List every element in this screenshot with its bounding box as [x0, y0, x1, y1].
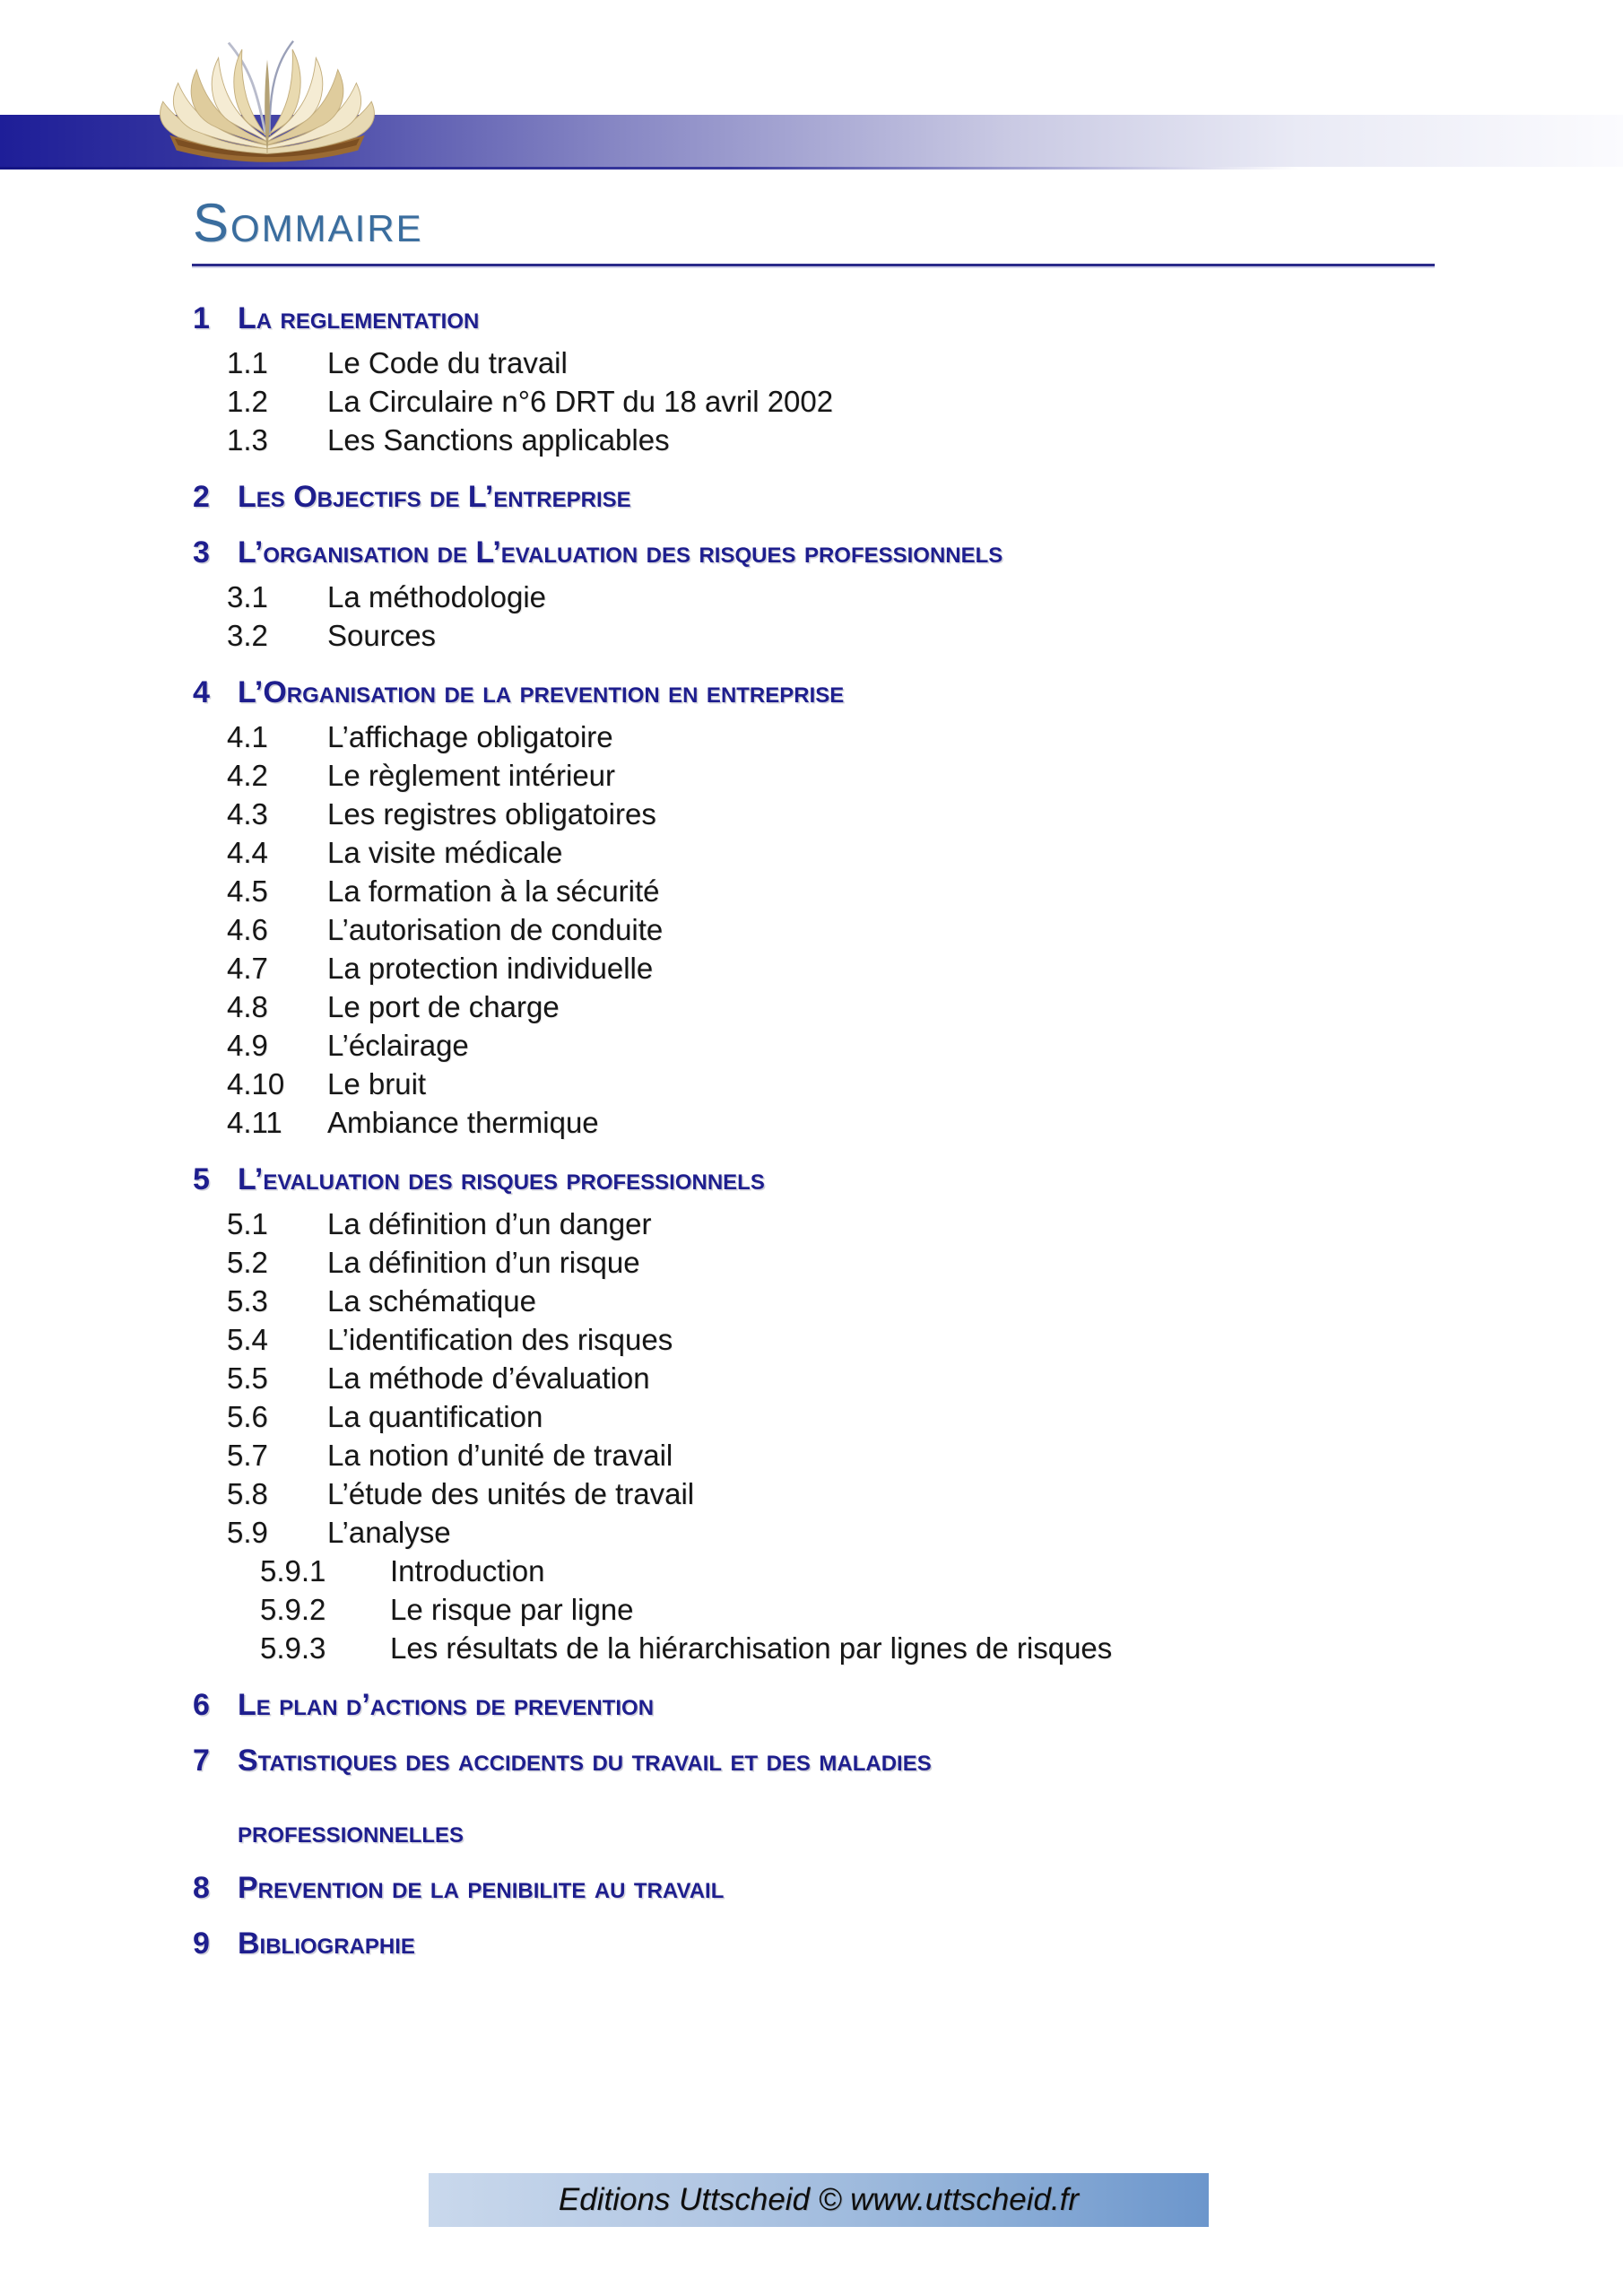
toc-label: Le risque par ligne [390, 1593, 634, 1626]
toc-number: 3.2 [227, 619, 268, 652]
toc-label: La définition d’un danger [327, 1207, 652, 1240]
toc-entry-5 [0, 1161, 1623, 1197]
toc-entry-7 [0, 1743, 1623, 1850]
toc-entry-5.7 [0, 1436, 1623, 1474]
toc-label: L’identification des risques [327, 1323, 673, 1356]
toc-label: Le port de charge [327, 990, 560, 1023]
toc-number: 4.4 [227, 836, 268, 869]
toc-label: Statistiques des accidents du travail et des maladies professionnelles [238, 1744, 932, 1849]
toc-entry-4.8 [0, 987, 1623, 1026]
toc-number: 5.9.2 [260, 1593, 326, 1626]
toc-entry-5.2 [0, 1243, 1623, 1282]
toc-label: L’Organisation de la prevention en entreprise [238, 675, 845, 709]
toc-label: La quantification [327, 1400, 543, 1433]
toc-entry-5.3 [0, 1282, 1623, 1320]
toc-entry-1.3 [0, 421, 1623, 459]
toc-label: La formation à la sécurité [327, 874, 660, 908]
toc-number: 4.3 [227, 797, 268, 831]
toc-entry-5.9.1 [0, 1552, 1623, 1590]
toc-number: 1.1 [227, 346, 268, 379]
toc-number: 5.7 [227, 1439, 268, 1472]
toc-number: 6 [193, 1688, 210, 1722]
toc-number: 4.6 [227, 913, 268, 946]
toc-number: 5.5 [227, 1361, 268, 1395]
toc-entry-5.4 [0, 1320, 1623, 1359]
toc-entry-4.2 [0, 756, 1623, 795]
toc-entry-5.9.3 [0, 1629, 1623, 1667]
toc-number: 5.9.1 [260, 1554, 326, 1587]
toc-label: Prevention de la penibilite au travail [238, 1871, 725, 1905]
toc-number: 5.1 [227, 1207, 268, 1240]
footer-text: Editions Uttscheid © www.uttscheid.fr [558, 2182, 1080, 2217]
toc-label: L’organisation de L’evaluation des risques professionnels [238, 535, 1003, 570]
toc-label: La notion d’unité de travail [327, 1439, 673, 1472]
toc-number: 4.9 [227, 1029, 268, 1062]
toc-label: Les résultats de la hiérarchisation par lignes de risques [390, 1631, 1113, 1665]
toc-label: La méthodologie [327, 580, 547, 613]
toc-entry-1 [0, 300, 1623, 336]
toc-number: 5.4 [227, 1323, 268, 1356]
toc-number: 5.6 [227, 1400, 268, 1433]
toc-number: 4.5 [227, 874, 268, 908]
toc-entry-5.8 [0, 1474, 1623, 1513]
toc-number: 5.9.3 [260, 1631, 326, 1665]
toc-entry-4.1 [0, 718, 1623, 756]
toc-number: 4.2 [227, 759, 268, 792]
toc-number: 4.10 [227, 1067, 285, 1100]
toc-entry-4.3 [0, 795, 1623, 833]
toc-label: Sources [327, 619, 437, 652]
toc-number: 1.3 [227, 423, 268, 457]
toc-number: 1 [193, 301, 210, 335]
toc-number: 5.3 [227, 1284, 268, 1318]
toc-entry-1.2 [0, 382, 1623, 421]
toc-number: 8 [193, 1871, 210, 1905]
toc-number: 3.1 [227, 580, 268, 613]
toc-label: L’affichage obligatoire [327, 720, 613, 753]
toc-entry-4.10 [0, 1065, 1623, 1103]
toc-number: 9 [193, 1926, 210, 1961]
toc-content [0, 190, 1623, 1969]
page-title: Sommaire [193, 193, 423, 253]
toc-entry-4.11 [0, 1103, 1623, 1142]
toc-number: 4 [193, 675, 210, 709]
toc-entry-5.5 [0, 1359, 1623, 1397]
toc-entry-3 [0, 535, 1623, 570]
toc-label: Les Objectifs de L’entreprise [238, 480, 631, 514]
toc-entry-4.7 [0, 949, 1623, 987]
toc-label: L’étude des unités de travail [327, 1477, 695, 1510]
toc-entry-2 [0, 479, 1623, 515]
toc-entry-5.6 [0, 1397, 1623, 1436]
toc-label: La Circulaire n°6 DRT du 18 avril 2002 [327, 385, 834, 418]
toc-list [0, 266, 1623, 1961]
toc-entry-3.1 [0, 578, 1623, 616]
toc-label: La visite médicale [327, 836, 563, 869]
toc-number: 4.8 [227, 990, 268, 1023]
toc-label: La reglementation [238, 301, 480, 335]
toc-label: La schématique [327, 1284, 536, 1318]
toc-number: 5.9 [227, 1516, 268, 1549]
toc-label: Bibliographie [238, 1926, 415, 1961]
toc-number: 5.8 [227, 1477, 268, 1510]
toc-label: Le bruit [327, 1067, 427, 1100]
toc-number: 4.1 [227, 720, 268, 753]
toc-label: Le plan d’actions de prevention [238, 1688, 655, 1722]
toc-entry-4.9 [0, 1026, 1623, 1065]
toc-entry-4.4 [0, 833, 1623, 872]
toc-label: Les Sanctions applicables [327, 423, 670, 457]
toc-entry-5.9 [0, 1513, 1623, 1552]
toc-label: L’analyse [327, 1516, 451, 1549]
toc-entry-3.2 [0, 616, 1623, 655]
toc-entry-4.6 [0, 910, 1623, 949]
toc-label: Le Code du travail [327, 346, 568, 379]
toc-label: L’evaluation des risques professionnels [238, 1162, 765, 1196]
toc-entry-1.1 [0, 344, 1623, 382]
footer-band [429, 2173, 1209, 2227]
toc-number: 3 [193, 535, 210, 570]
toc-entry-8 [0, 1870, 1623, 1906]
toc-entry-6 [0, 1687, 1623, 1723]
toc-number: 5.2 [227, 1246, 268, 1279]
toc-label: L’autorisation de conduite [327, 913, 664, 946]
toc-label: La définition d’un risque [327, 1246, 640, 1279]
toc-label: L’éclairage [327, 1029, 469, 1062]
toc-number: 2 [193, 480, 210, 514]
toc-number: 5 [193, 1162, 210, 1196]
toc-label: Le règlement intérieur [327, 759, 616, 792]
toc-entry-4.5 [0, 872, 1623, 910]
toc-entry-4 [0, 674, 1623, 710]
toc-label: La méthode d’évaluation [327, 1361, 650, 1395]
toc-number: 7 [193, 1744, 210, 1778]
toc-entry-5.1 [0, 1205, 1623, 1243]
toc-number: 4.7 [227, 952, 268, 985]
toc-entry-5.9.2 [0, 1590, 1623, 1629]
toc-number: 4.11 [227, 1106, 282, 1139]
toc-label: Les registres obligatoires [327, 797, 656, 831]
open-book-icon [136, 38, 398, 172]
toc-entry-9 [0, 1926, 1623, 1961]
toc-label: La protection individuelle [327, 952, 654, 985]
toc-label: Introduction [390, 1554, 545, 1587]
toc-label: Ambiance thermique [327, 1106, 599, 1139]
toc-number: 1.2 [227, 385, 268, 418]
